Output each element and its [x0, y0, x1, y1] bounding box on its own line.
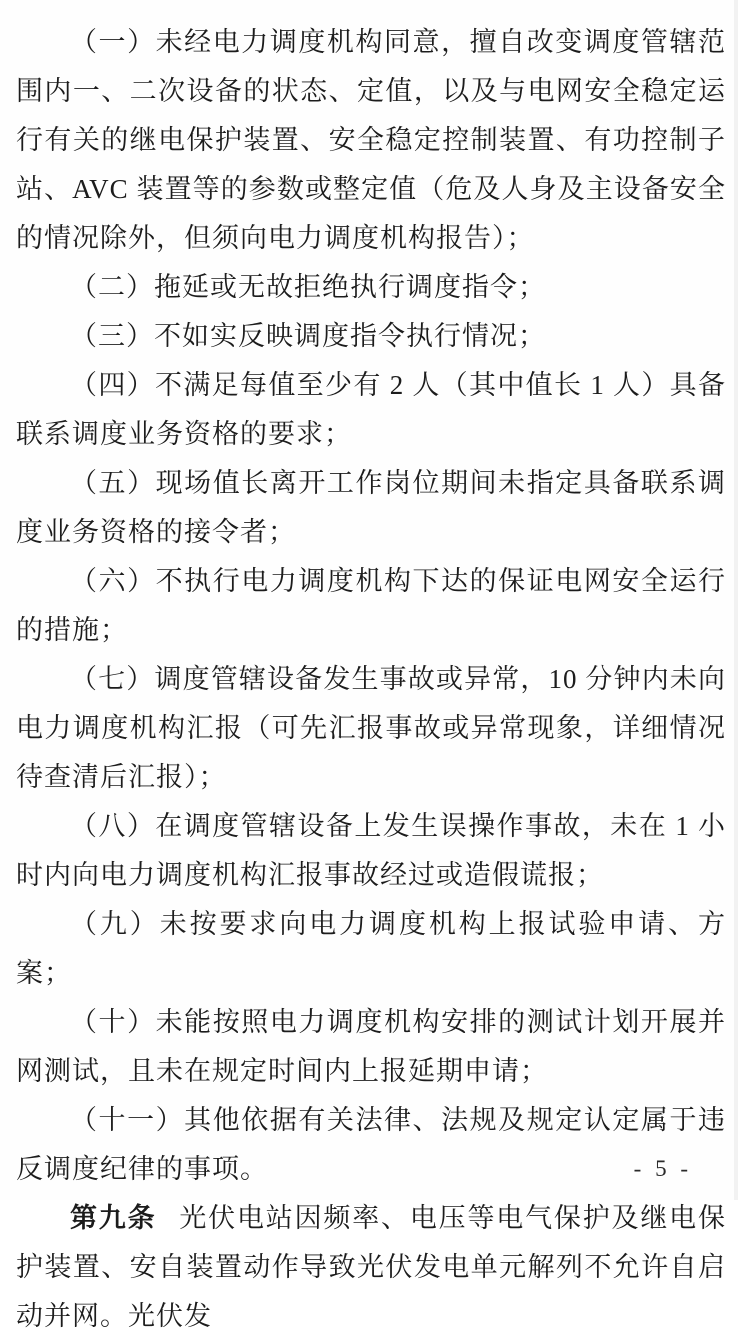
clause-3: （三）不如实反映调度指令执行情况； [70, 321, 546, 351]
clause-7: （七）调度管辖设备发生事故或异常，10 分钟内未向电力调度机构汇报（可先汇报事故或异常现象，详细情况待查清后汇报）； [16, 664, 726, 792]
clause-9: （九）未按要求向电力调度机构上报试验申请、方案； [16, 909, 726, 988]
clause-11: （十一）其他依据有关法律、法规及规定认定属于违反调度纪律的事项。 [16, 1105, 726, 1184]
clause-4: （四）不满足每值至少有 2 人（其中值长 1 人）具备联系调度业务资格的要求； [16, 370, 726, 449]
clause-6: （六）不执行电力调度机构下达的保证电网安全运行的措施； [16, 566, 726, 645]
article-9 [16, 1194, 726, 1341]
clause-1: （一）未经电力调度机构同意，擅自改变调度管辖范围内一、二次设备的状态、定值，以及与电网安全稳定运行有关的继电保护装置、安全稳定控制装置、有功控制子站、AVC 装置等的参数或整定值（危及人身及主设备安全的情况除外，但须向电力调度机构报告）； [16, 27, 726, 253]
clause-8: （八）在调度管辖设备上发生误操作事故，未在 1 小时内向电力调度机构汇报事故经过或造假谎报； [16, 811, 726, 890]
scan-edge-artifact [734, 0, 738, 1200]
clause-2: （二）拖延或无故拒绝执行调度指令； [70, 272, 546, 302]
article-9-number: 第九条 [70, 1203, 157, 1233]
article-9-text: 光伏电站因频率、电压等电气保护及继电保护装置、安自装置动作导致光伏发电单元解列不允许自启动并网。光伏发 [16, 1203, 726, 1331]
clause-10: （十）未能按照电力调度机构安排的测试计划开展并网测试，且未在规定时间内上报延期申请； [16, 1007, 726, 1086]
page-number: - 5 - [633, 1156, 692, 1181]
clause-5: （五）现场值长离开工作岗位期间未指定具备联系调度业务资格的接令者； [16, 468, 726, 547]
document-body [16, 18, 726, 1341]
